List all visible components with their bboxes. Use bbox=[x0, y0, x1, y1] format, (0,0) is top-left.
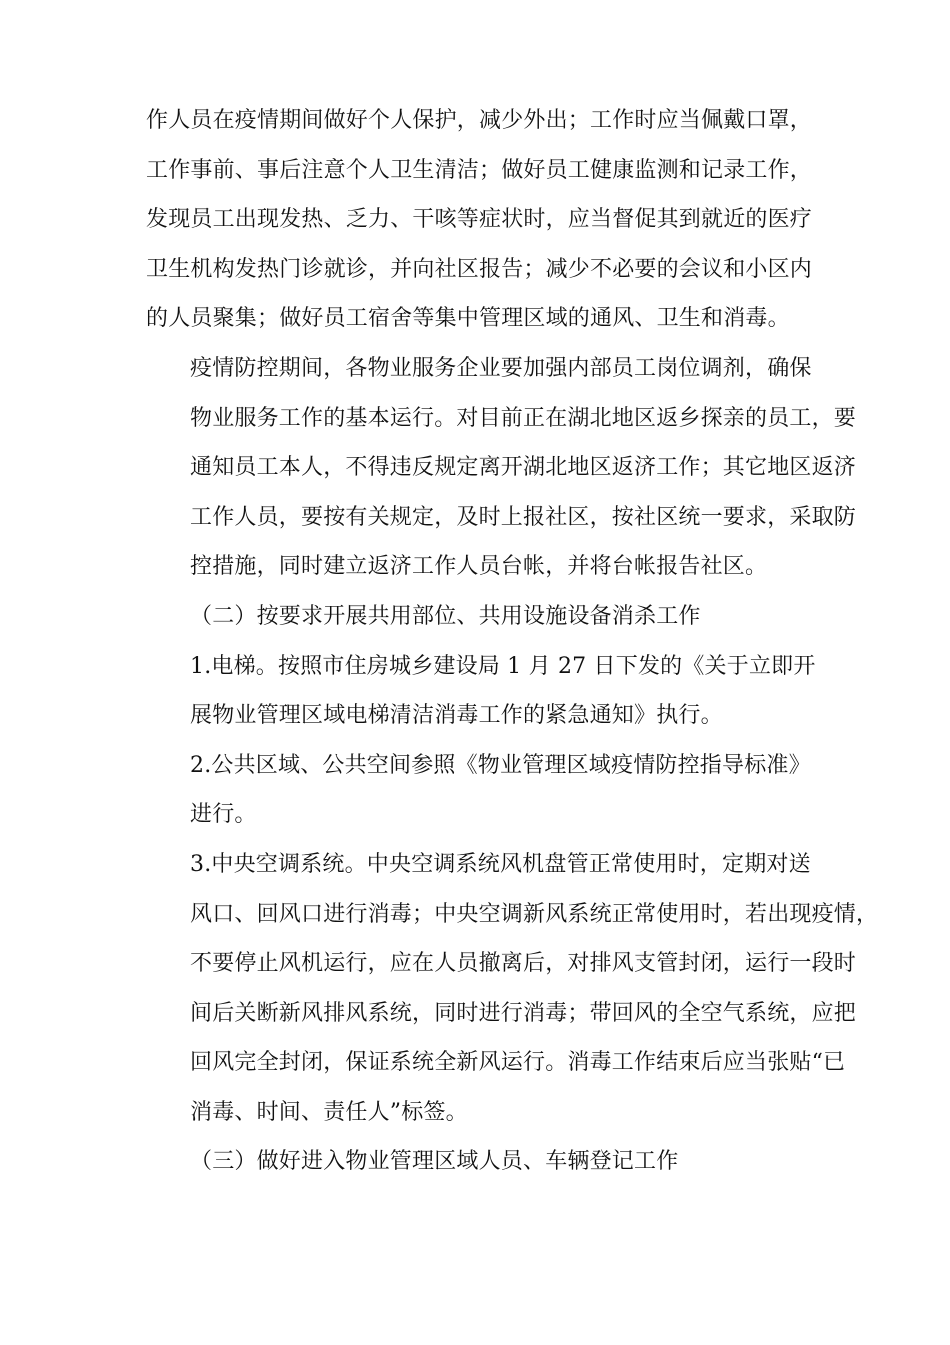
document-body bbox=[146, 96, 879, 1187]
text-line: 风口、回风口进行消毒；中央空调新风系统正常使用时，若出现疫情， bbox=[190, 901, 879, 927]
paragraph-staff-deployment bbox=[146, 344, 857, 592]
text-line: 控措施，同时建立返济工作人员台帐，并将台帐报告社区。 bbox=[190, 554, 768, 580]
text-line: 展物业管理区域电梯清洁消毒工作的紧急通知》执行。 bbox=[190, 703, 723, 729]
text-line: 工作人员，要按有关规定，及时上报社区，按社区统一要求，采取防 bbox=[190, 504, 857, 530]
text-line: 进行。 bbox=[190, 802, 257, 828]
text-line: 通知员工本人，不得违反规定离开湖北地区返济工作；其它地区返济 bbox=[190, 455, 857, 481]
paragraph-air-conditioning bbox=[146, 840, 879, 1138]
text-line: 3.中央空调系统。中央空调系统风机盘管正常使用时，定期对送 bbox=[190, 851, 811, 877]
paragraph-elevator bbox=[146, 642, 818, 741]
text-line: 工作事前、事后注意个人卫生清洁；做好员工健康监测和记录工作， bbox=[146, 157, 813, 183]
section-heading-3 bbox=[146, 1137, 818, 1187]
text-line: 物业服务工作的基本运行。对目前正在湖北地区返乡探亲的员工，要 bbox=[190, 405, 857, 431]
text-line: 疫情防控期间，各物业服务企业要加强内部员工岗位调剂，确保 bbox=[190, 355, 812, 381]
section-heading-2 bbox=[146, 592, 818, 642]
paragraph-continuation bbox=[146, 96, 818, 344]
text-line: 回风完全封闭，保证系统全新风运行。消毒工作结束后应当张贴“已 bbox=[190, 1050, 846, 1076]
text-line: 作人员在疫情期间做好个人保护，减少外出；工作时应当佩戴口罩， bbox=[146, 108, 813, 133]
text-line: 消毒、时间、责任人”标签。 bbox=[190, 1099, 468, 1125]
text-line: 发现员工出现发热、乏力、干咳等症状时，应当督促其到就近的医疗 bbox=[146, 207, 813, 233]
text-line: 间后关断新风排风系统，同时进行消毒；带回风的全空气系统，应把 bbox=[190, 1000, 857, 1026]
heading-line: （三）做好进入物业管理区域人员、车辆登记工作 bbox=[190, 1149, 679, 1175]
text-line: 不要停止风机运行，应在人员撤离后，对排风支管封闭，运行一段时 bbox=[190, 951, 857, 977]
text-line: 卫生机构发热门诊就诊，并向社区报告；减少不必要的会议和小区内 bbox=[146, 256, 813, 282]
heading-line: （二）按要求开展共用部位、共用设施设备消杀工作 bbox=[190, 603, 701, 629]
text-line: 2.公共区域、公共空间参照《物业管理区域疫情防控指导标准》 bbox=[190, 752, 811, 778]
text-line: 的人员聚集；做好员工宿舍等集中管理区域的通风、卫生和消毒。 bbox=[146, 306, 790, 332]
paragraph-public-area bbox=[146, 741, 818, 840]
text-line: 1.电梯。按照市住房城乡建设局 1 月 27 日下发的《关于立即开 bbox=[190, 653, 816, 679]
